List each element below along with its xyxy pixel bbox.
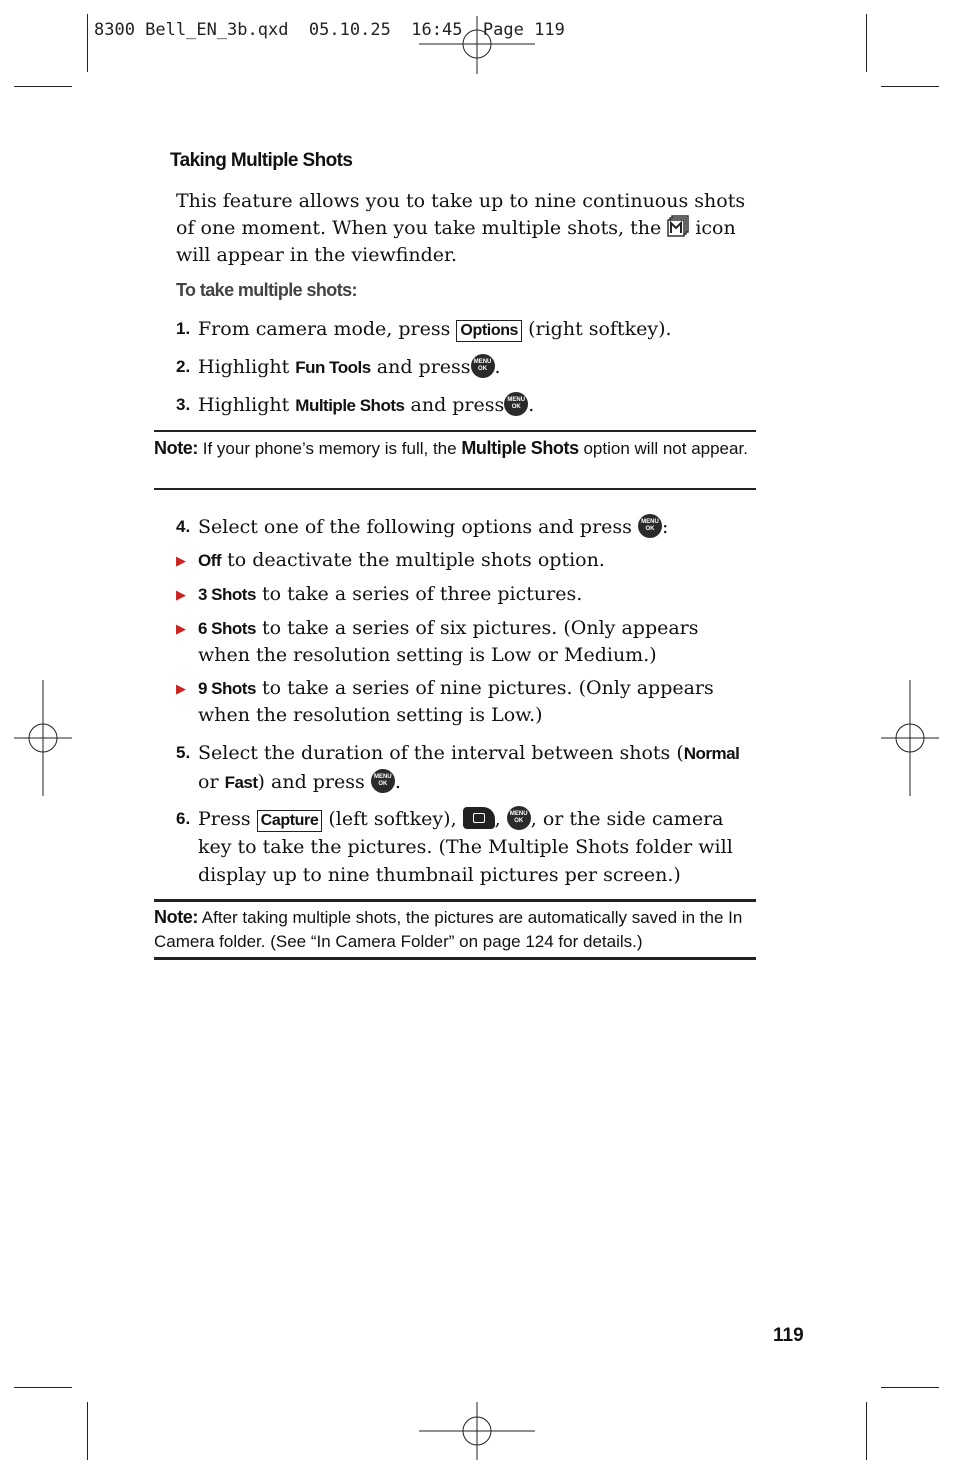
- menu-ok-key-icon: MENU OK: [504, 392, 528, 416]
- interval-normal: Normal: [683, 744, 740, 763]
- step-text: Highlight: [198, 356, 290, 378]
- step-text: Highlight: [198, 394, 290, 416]
- interval-fast: Fast: [224, 773, 258, 792]
- option-name: 9 Shots: [198, 679, 256, 698]
- menu-ok-key-icon: MENU OK: [371, 769, 395, 793]
- intro-text-end: icon will appear in the viewfinder.: [176, 217, 736, 266]
- crop-mark: [87, 14, 88, 72]
- option-name: Off: [198, 551, 222, 570]
- bullet-triangle-icon: ▶: [176, 682, 186, 697]
- note-label: Note:: [154, 907, 198, 927]
- bullet-triangle-icon: ▶: [176, 622, 186, 637]
- capture-softkey: Capture: [257, 810, 323, 832]
- step-1: [176, 315, 756, 343]
- note-text: option will not appear.: [583, 439, 748, 458]
- print-slug: 8300 Bell_EN_3b.qxd 05.10.25 16:45 Page 119: [94, 20, 565, 40]
- note-rule-bottom: [154, 957, 756, 960]
- note-rule-top: [154, 899, 756, 902]
- option-name: 6 Shots: [198, 619, 256, 638]
- option-desc: to take a series of nine pictures. (Only appears when the resolution setting is Low.): [198, 677, 714, 726]
- registration-mark-top: [419, 16, 535, 74]
- step-2: 2. Highlight Fun Tools and press MENU OK .: [176, 353, 756, 382]
- intro-paragraph: [176, 188, 756, 269]
- bullet-triangle-icon: ▶: [176, 554, 186, 569]
- option-6-shots: [176, 615, 756, 669]
- crop-mark: [866, 1402, 867, 1460]
- options-softkey: Options: [456, 320, 522, 342]
- note-keyword: Multiple Shots: [461, 438, 579, 458]
- step-number: 4.: [176, 517, 191, 536]
- crop-mark: [881, 86, 939, 87]
- step-text: and press: [376, 356, 471, 378]
- step-5: 5. Select the duration of the interval between shots (Normal or Fast) and press MENU OK .: [176, 739, 756, 797]
- menu-item-name: Multiple Shots: [295, 396, 405, 415]
- intro-text: This feature allows you to take up to nine continuous shots of one moment. When you take multiple shots, the: [176, 190, 746, 239]
- menu-item-name: Fun Tools: [295, 358, 371, 377]
- step-text: and press: [410, 394, 505, 416]
- section-title: Taking Multiple Shots: [170, 150, 353, 171]
- registration-mark-bottom: [419, 1402, 535, 1460]
- step-text: (left softkey),: [328, 808, 457, 830]
- registration-mark-right: [881, 680, 939, 796]
- step-text: Select the duration of the interval between shots (: [198, 742, 684, 764]
- step-number: 2.: [176, 357, 191, 376]
- step-4: 4. Select one of the following options and press MENU OK :: [176, 513, 756, 541]
- note-text: If your phone’s memory is full, the: [202, 439, 457, 458]
- note-saved-folder: [154, 905, 756, 954]
- step-text: , or the side camera key to take the pictures. (The Multiple Shots folder will display up to nine thumbnail pictures per screen.): [198, 808, 733, 886]
- step-text: Select one of the following options and press: [198, 516, 632, 538]
- page-number: 119: [773, 1325, 804, 1346]
- menu-ok-key-icon: MENU OK: [638, 514, 662, 538]
- menu-ok-key-icon: MENU OK: [471, 354, 495, 378]
- crop-mark: [14, 1387, 72, 1388]
- step-number: 5.: [176, 743, 191, 762]
- option-name: 3 Shots: [198, 585, 256, 604]
- step-3: 3. Highlight Multiple Shots and press MENU OK .: [176, 391, 756, 420]
- step-text: ) and press: [257, 771, 365, 793]
- option-desc: to take a series of six pictures. (Only appears when the resolution setting is Low or Medium.): [198, 617, 699, 666]
- step-6: 6. Press Capture (left softkey), , MENU OK , or the side camera key to take the pictures. (The Multiple Shots folder will display up to nine thumbnail pictures per screen.): [176, 805, 756, 889]
- option-off: [176, 547, 756, 574]
- note-memory-full: [154, 436, 756, 461]
- step-text: From camera mode, press: [198, 318, 451, 340]
- camera-key-icon: [463, 807, 495, 829]
- crop-mark: [14, 86, 72, 87]
- bullet-triangle-icon: ▶: [176, 588, 186, 603]
- menu-ok-key-icon: MENU OK: [507, 806, 531, 830]
- note-rule-top: [154, 430, 756, 432]
- option-desc: to deactivate the multiple shots option.: [227, 549, 605, 571]
- option-3-shots: [176, 581, 756, 608]
- step-text: Press: [198, 808, 251, 830]
- step-number: 1.: [176, 319, 191, 338]
- option-9-shots: [176, 675, 756, 729]
- note-label: Note:: [154, 438, 198, 458]
- step-number: 6.: [176, 809, 191, 828]
- step-text: (right softkey).: [528, 318, 672, 340]
- crop-mark: [881, 1387, 939, 1388]
- note-text: After taking multiple shots, the pictures are automatically saved in the In Camera folder. (See “In Camera Folder” on page 124 for details.): [154, 908, 743, 951]
- crop-mark: [866, 14, 867, 72]
- multiple-shots-icon: [667, 215, 689, 237]
- step-number: 3.: [176, 395, 191, 414]
- registration-mark-left: [14, 680, 72, 796]
- procedure-heading: To take multiple shots:: [176, 280, 357, 300]
- crop-mark: [87, 1402, 88, 1460]
- note-rule-bottom: [154, 488, 756, 490]
- option-desc: to take a series of three pictures.: [261, 583, 583, 605]
